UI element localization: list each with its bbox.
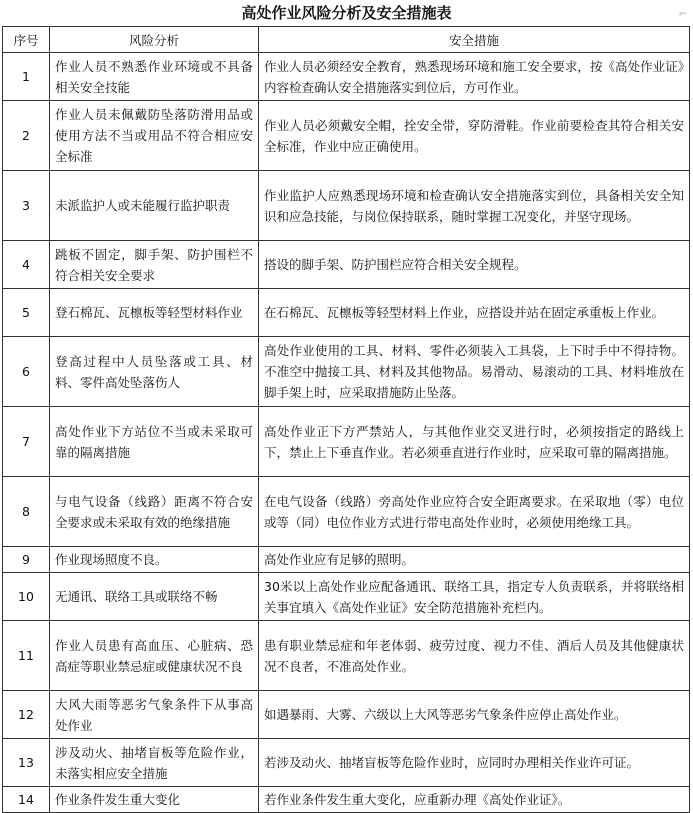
row-risk: 作业人员未佩戴防坠落防滑用品或使用方法不当或用品不符合相应安全标准 xyxy=(50,101,259,171)
row-index: 1 xyxy=(3,53,50,101)
table-row xyxy=(3,547,690,573)
row-measure: 高处作业使用的工具、材料、零件必须装入工具袋，上下时手中不得持物。不准空中抛接工具、材料及其他物品。易滑动、易滚动的工具、材料堆放在脚手架上时，应采取措施防止坠落。 xyxy=(259,337,690,407)
row-measure: 患有职业禁忌症和年老体弱、疲劳过度、视力不佳、酒后人员及其他健康状况不良者，不准高处作业。 xyxy=(259,621,690,691)
header-risk: 风险分析 xyxy=(50,27,259,53)
row-measure: 在电气设备（线路）旁高处作业应符合安全距离要求。在采取地（零）电位或等（同）电位作业方式进行带电高处作业时，必须使用绝缘工具。 xyxy=(259,477,690,547)
table-row xyxy=(3,477,690,547)
row-index: 2 xyxy=(3,101,50,171)
page-title xyxy=(0,0,693,26)
row-measure: 若涉及动火、抽堵盲板等危险作业时，应同时办理相关作业许可证。 xyxy=(259,739,690,787)
row-risk: 涉及动火、抽堵盲板等危险作业，未落实相应安全措施 xyxy=(50,739,259,787)
row-risk: 作业现场照度不良。 xyxy=(50,547,259,573)
table-row xyxy=(3,289,690,337)
row-measure: 高处作业应有足够的照明。 xyxy=(259,547,690,573)
row-risk: 与电气设备（线路）距离不符合安全要求或未采取有效的绝缘措施 xyxy=(50,477,259,547)
row-risk: 高处作业下方站位不当或未采取可靠的隔离措施 xyxy=(50,407,259,477)
row-index: 8 xyxy=(3,477,50,547)
row-index: 7 xyxy=(3,407,50,477)
table-row xyxy=(3,101,690,171)
row-risk: 登石棉瓦、瓦檩板等轻型材料作业 xyxy=(50,289,259,337)
table-row xyxy=(3,621,690,691)
row-measure: 如遇暴雨、大雾、六级以上大风等恶劣气象条件应停止高处作业。 xyxy=(259,691,690,739)
row-index: 6 xyxy=(3,337,50,407)
row-index: 12 xyxy=(3,691,50,739)
row-index: 9 xyxy=(3,547,50,573)
row-risk: 登高过程中人员坠落或工具、材料、零件高处坠落伤人 xyxy=(50,337,259,407)
row-index: 5 xyxy=(3,289,50,337)
row-index: 14 xyxy=(3,787,50,813)
row-risk: 跳板不固定，脚手架、防护围栏不符合相关安全要求 xyxy=(50,241,259,289)
row-measure: 在石棉瓦、瓦檩板等轻型材料上作业，应搭设并站在固定承重板上作业。 xyxy=(259,289,690,337)
table-row xyxy=(3,787,690,813)
row-measure: 作业监护人应熟悉现场环境和检查确认安全措施落实到位，具备相关安全知识和应急技能，与岗位保持联系，随时掌握工况变化，并坚守现场。 xyxy=(259,171,690,241)
row-risk: 未派监护人或未能履行监护职责 xyxy=(50,171,259,241)
row-measure: 作业人员必须经安全教育，熟悉现场环境和施工安全要求，按《高处作业证》内容检查确认安全措施落实到位后，方可作业。 xyxy=(259,53,690,101)
row-risk: 作业人员不熟悉作业环境或不具备相关安全技能 xyxy=(50,53,259,101)
row-risk: 作业条件发生重大变化 xyxy=(50,787,259,813)
title-text: 高处作业风险分析及安全措施表 xyxy=(241,4,452,22)
row-measure: 30米以上高处作业应配备通讯、联络工具，指定专人负责联系，并将联络相关事宜填入《高处作业证》安全防范措施补充栏内。 xyxy=(259,573,690,621)
corner-mark-icon: ⌐ xyxy=(678,9,687,20)
table-row xyxy=(3,573,690,621)
table-body xyxy=(3,53,690,813)
table-row xyxy=(3,739,690,787)
row-index: 3 xyxy=(3,171,50,241)
row-risk: 大风大雨等恶劣气象条件下从事高处作业 xyxy=(50,691,259,739)
header-measure: 安全措施 xyxy=(259,27,690,53)
risk-table xyxy=(2,26,690,813)
header-index: 序号 xyxy=(3,27,50,53)
row-index: 10 xyxy=(3,573,50,621)
table-row xyxy=(3,407,690,477)
table-row xyxy=(3,337,690,407)
row-measure: 搭设的脚手架、防护围栏应符合相关安全规程。 xyxy=(259,241,690,289)
table-header-row xyxy=(3,27,690,53)
row-risk: 无通讯、联络工具或联络不畅 xyxy=(50,573,259,621)
row-risk: 作业人员患有高血压、心脏病、恐高症等职业禁忌症或健康状况不良 xyxy=(50,621,259,691)
table-row xyxy=(3,241,690,289)
row-measure: 若作业条件发生重大变化，应重新办理《高处作业证》。 xyxy=(259,787,690,813)
row-index: 13 xyxy=(3,739,50,787)
table-row xyxy=(3,171,690,241)
table-row xyxy=(3,691,690,739)
row-measure: 作业人员必须戴安全帽，拴安全带，穿防滑鞋。作业前要检查其符合相关安全标准，作业中应正确使用。 xyxy=(259,101,690,171)
table-row xyxy=(3,53,690,101)
row-index: 4 xyxy=(3,241,50,289)
row-measure: 高处作业正下方严禁站人，与其他作业交叉进行时，必须按指定的路线上下，禁止上下垂直作业。若必须垂直进行作业时，应采取可靠的隔离措施。 xyxy=(259,407,690,477)
row-index: 11 xyxy=(3,621,50,691)
